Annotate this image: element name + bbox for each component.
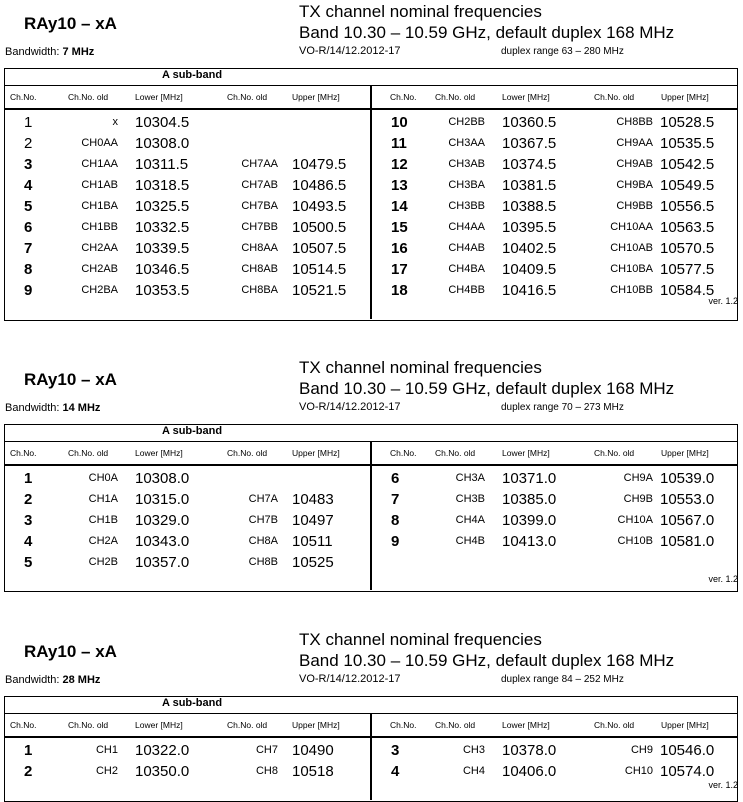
sub-band-label: A sub-band <box>162 69 223 81</box>
channel-number: 10 <box>391 114 408 131</box>
title-line-1: TX channel nominal frequencies <box>299 358 542 377</box>
upper-frequency: 10497 <box>292 512 334 529</box>
old-channel-upper: CH9BB <box>616 200 653 212</box>
table-row <box>4 112 738 133</box>
header-upper-right: Upper [MHz] <box>661 720 709 730</box>
channel-number: 11 <box>391 135 407 152</box>
header-ch-old-lower-right: Ch.No. old <box>435 720 476 730</box>
table-row <box>4 489 738 510</box>
upper-frequency: 10556.5 <box>660 198 715 215</box>
old-channel-upper: CH9BA <box>616 179 653 191</box>
upper-frequency: 10546.0 <box>660 742 715 759</box>
lower-frequency: 10325.5 <box>135 198 190 215</box>
header-ch-no-left: Ch.No. <box>10 92 37 102</box>
lower-frequency: 10406.0 <box>502 763 557 780</box>
bandwidth-label: Bandwidth: <box>5 674 60 686</box>
header-ch-old-lower-left: Ch.No. old <box>68 720 109 730</box>
channel-number: 7 <box>391 491 400 508</box>
table-row <box>4 133 738 154</box>
old-channel-upper: CH8A <box>248 535 278 547</box>
old-channel-lower: CH1 <box>95 744 118 756</box>
old-channel-upper: CH7AA <box>241 158 278 170</box>
bandwidth-value: 14 MHz <box>62 402 101 414</box>
upper-frequency: 10553.0 <box>660 491 715 508</box>
lower-frequency: 10332.5 <box>135 219 190 236</box>
title-line-2: Band 10.30 – 10.59 GHz, default duplex 168 MHz <box>299 23 675 42</box>
upper-frequency: 10518 <box>292 763 334 780</box>
header-upper-left: Upper [MHz] <box>292 92 340 102</box>
channel-number: 4 <box>24 533 33 550</box>
channel-number: 9 <box>24 282 33 299</box>
old-channel-upper: CH8 <box>255 765 278 777</box>
header-lower-right: Lower [MHz] <box>502 92 550 102</box>
channel-number: 14 <box>391 198 408 215</box>
sub-band-label: A sub-band <box>162 425 223 437</box>
old-channel-upper: CH8AB <box>241 263 278 275</box>
upper-frequency: 10511 <box>292 533 333 550</box>
model-name: RAy10 – xA <box>24 370 117 389</box>
header-ch-old-lower-right: Ch.No. old <box>435 448 476 458</box>
old-channel-upper: CH7BB <box>241 221 278 233</box>
old-channel-lower: CH0A <box>88 472 118 484</box>
title-line-2: Band 10.30 – 10.59 GHz, default duplex 168 MHz <box>299 379 675 398</box>
header-ch-old-lower-left: Ch.No. old <box>68 448 109 458</box>
header-ch-old-lower-left: Ch.No. old <box>68 92 109 102</box>
lower-frequency: 10318.5 <box>135 177 190 194</box>
title-line-1: TX channel nominal frequencies <box>299 630 542 649</box>
channel-number: 13 <box>391 177 408 194</box>
header-ch-old-upper-left: Ch.No. old <box>227 448 268 458</box>
old-channel-lower: CH1BB <box>81 221 118 233</box>
channel-number: 7 <box>24 240 33 257</box>
channel-number: 8 <box>24 261 33 278</box>
old-channel-lower: CH3AB <box>448 158 485 170</box>
lower-frequency: 10353.5 <box>135 282 190 299</box>
channel-number: 16 <box>391 240 408 257</box>
old-channel-upper: CH9AB <box>616 158 653 170</box>
upper-frequency: 10584.5 <box>660 282 715 299</box>
lower-frequency: 10329.0 <box>135 512 190 529</box>
bandwidth <box>5 46 94 58</box>
table-row <box>4 154 738 175</box>
channel-number: 1 <box>24 114 33 131</box>
old-channel-upper: CH8BB <box>616 116 653 128</box>
upper-frequency: 10542.5 <box>660 156 715 173</box>
lower-frequency: 10304.5 <box>135 114 190 131</box>
channel-number: 18 <box>391 282 408 299</box>
lower-frequency: 10311.5 <box>135 156 189 173</box>
upper-frequency: 10539.0 <box>660 470 715 487</box>
old-channel-upper: CH7 <box>255 744 278 756</box>
header-lower-left: Lower [MHz] <box>135 448 183 458</box>
old-channel-lower: CH2 <box>95 765 118 777</box>
table-row <box>4 552 738 573</box>
model-name: RAy10 – xA <box>24 642 117 661</box>
header-ch-old-upper-left: Ch.No. old <box>227 92 268 102</box>
old-channel-upper: CH7A <box>248 493 278 505</box>
old-channel-lower: CH3BB <box>448 200 485 212</box>
header-ch-old-lower-right: Ch.No. old <box>435 92 476 102</box>
lower-frequency: 10308.0 <box>135 135 190 152</box>
old-channel-lower: CH1B <box>88 514 118 526</box>
lower-frequency: 10399.0 <box>502 512 557 529</box>
upper-frequency: 10581.0 <box>660 533 715 550</box>
table-row <box>4 468 738 489</box>
old-channel-upper: CH7B <box>248 514 278 526</box>
header-ch-no-left: Ch.No. <box>10 720 37 730</box>
upper-frequency: 10570.5 <box>660 240 715 257</box>
lower-frequency: 10371.0 <box>502 470 557 487</box>
old-channel-upper: CH10 <box>624 765 653 777</box>
channel-number: 2 <box>24 491 33 508</box>
upper-frequency: 10549.5 <box>660 177 715 194</box>
header-ch-no-left: Ch.No. <box>10 448 37 458</box>
old-channel-lower: CH3B <box>455 493 485 505</box>
lower-frequency: 10315.0 <box>135 491 190 508</box>
lower-frequency: 10367.5 <box>502 135 557 152</box>
channel-number: 1 <box>24 470 33 487</box>
lower-frequency: 10360.5 <box>502 114 557 131</box>
sub-band-label: A sub-band <box>162 697 223 709</box>
old-channel-lower: CH1A <box>88 493 118 505</box>
old-channel-lower: CH4 <box>462 765 485 777</box>
header-upper-left: Upper [MHz] <box>292 720 340 730</box>
upper-frequency: 10479.5 <box>292 156 347 173</box>
bandwidth <box>5 674 100 686</box>
channel-number: 1 <box>24 742 33 759</box>
channel-number: 9 <box>391 533 400 550</box>
header-upper-left: Upper [MHz] <box>292 448 340 458</box>
title-line-1: TX channel nominal frequencies <box>299 2 542 21</box>
lower-frequency: 10322.0 <box>135 742 190 759</box>
channel-number: 8 <box>391 512 400 529</box>
title-line-2: Band 10.30 – 10.59 GHz, default duplex 168 MHz <box>299 651 675 670</box>
table-row <box>4 740 738 761</box>
old-channel-upper: CH10B <box>617 535 653 547</box>
upper-frequency: 10493.5 <box>292 198 347 215</box>
header-lower-right: Lower [MHz] <box>502 720 550 730</box>
channel-number: 15 <box>391 219 408 236</box>
table-row <box>4 510 738 531</box>
upper-frequency: 10535.5 <box>660 135 715 152</box>
upper-frequency: 10500.5 <box>292 219 347 236</box>
table-row <box>4 238 738 259</box>
lower-frequency: 10357.0 <box>135 554 190 571</box>
old-channel-lower: CH1AB <box>81 179 118 191</box>
header-ch-old-upper-right: Ch.No. old <box>594 448 635 458</box>
old-channel-lower: CH4B <box>455 535 485 547</box>
bandwidth-value: 7 MHz <box>62 46 95 58</box>
model-name: RAy10 – xA <box>24 14 117 33</box>
header-lower-left: Lower [MHz] <box>135 92 183 102</box>
old-channel-lower: CH4BA <box>448 263 485 275</box>
upper-frequency: 10490 <box>292 742 334 759</box>
old-channel-lower: CH3 <box>462 744 485 756</box>
channel-number: 2 <box>24 763 33 780</box>
lower-frequency: 10409.5 <box>502 261 557 278</box>
old-channel-upper: CH7BA <box>241 200 278 212</box>
channel-number: 3 <box>391 742 400 759</box>
lower-frequency: 10374.5 <box>502 156 557 173</box>
channel-number: 3 <box>24 156 33 173</box>
document-reference: VO-R/14/12.2012-17 <box>299 45 401 57</box>
old-channel-lower: CH4A <box>455 514 485 526</box>
old-channel-lower: CH2BB <box>448 116 485 128</box>
channel-number: 12 <box>391 156 408 173</box>
old-channel-lower: CH3A <box>455 472 485 484</box>
old-channel-upper: CH9A <box>623 472 653 484</box>
lower-frequency: 10343.0 <box>135 533 190 550</box>
table-row <box>4 531 738 552</box>
bandwidth-label: Bandwidth: <box>5 402 60 414</box>
old-channel-lower: CH2A <box>88 535 118 547</box>
old-channel-lower: CH2B <box>88 556 118 568</box>
old-channel-lower: CH4AB <box>448 242 485 254</box>
document-reference: VO-R/14/12.2012-17 <box>299 401 401 413</box>
version-label: ver. 1.2 <box>708 574 738 584</box>
lower-frequency: 10378.0 <box>502 742 557 759</box>
old-channel-upper: CH8B <box>248 556 278 568</box>
old-channel-upper: CH9AA <box>616 137 653 149</box>
old-channel-lower: CH3BA <box>448 179 485 191</box>
document-reference: VO-R/14/12.2012-17 <box>299 673 401 685</box>
upper-frequency: 10567.0 <box>660 512 715 529</box>
channel-number: 3 <box>24 512 33 529</box>
old-channel-lower: CH2BA <box>81 284 118 296</box>
old-channel-upper: CH9 <box>630 744 653 756</box>
upper-frequency: 10486.5 <box>292 177 347 194</box>
frequency-table-3 <box>4 631 738 792</box>
old-channel-lower: CH4AA <box>448 221 485 233</box>
header-ch-no-right: Ch.No. <box>390 720 417 730</box>
table-row <box>4 280 738 301</box>
old-channel-upper: CH10BA <box>610 263 653 275</box>
channel-number: 4 <box>24 177 33 194</box>
channel-number: 17 <box>391 261 408 278</box>
version-label: ver. 1.2 <box>708 296 738 306</box>
old-channel-lower: x <box>112 116 118 128</box>
header-upper-right: Upper [MHz] <box>661 92 709 102</box>
old-channel-upper: CH10BB <box>610 284 653 296</box>
bandwidth <box>5 402 100 414</box>
old-channel-upper: CH9B <box>623 493 653 505</box>
old-channel-lower: CH2AA <box>81 242 118 254</box>
lower-frequency: 10395.5 <box>502 219 557 236</box>
channel-number: 4 <box>391 763 400 780</box>
lower-frequency: 10346.5 <box>135 261 190 278</box>
header-ch-no-right: Ch.No. <box>390 92 417 102</box>
table-row <box>4 259 738 280</box>
duplex-range: duplex range 63 – 280 MHz <box>501 46 624 57</box>
old-channel-lower: CH0AA <box>81 137 118 149</box>
upper-frequency: 10525 <box>292 554 334 571</box>
old-channel-upper: CH7AB <box>241 179 278 191</box>
header-lower-left: Lower [MHz] <box>135 720 183 730</box>
channel-number: 5 <box>24 198 33 215</box>
lower-frequency: 10416.5 <box>502 282 557 299</box>
upper-frequency: 10521.5 <box>292 282 347 299</box>
table-row <box>4 761 738 782</box>
header-ch-old-upper-right: Ch.No. old <box>594 720 635 730</box>
old-channel-upper: CH8AA <box>241 242 278 254</box>
header-upper-right: Upper [MHz] <box>661 448 709 458</box>
old-channel-lower: CH3AA <box>448 137 485 149</box>
channel-number: 2 <box>24 135 33 152</box>
header-ch-old-upper-right: Ch.No. old <box>594 92 635 102</box>
table-row <box>4 217 738 238</box>
upper-frequency: 10507.5 <box>292 240 347 257</box>
lower-frequency: 10308.0 <box>135 470 190 487</box>
table-row <box>4 175 738 196</box>
header-ch-old-upper-left: Ch.No. old <box>227 720 268 730</box>
lower-frequency: 10385.0 <box>502 491 557 508</box>
header-lower-right: Lower [MHz] <box>502 448 550 458</box>
upper-frequency: 10483 <box>292 491 334 508</box>
upper-frequency: 10514.5 <box>292 261 347 278</box>
upper-frequency: 10563.5 <box>660 219 715 236</box>
upper-frequency: 10574.0 <box>660 763 715 780</box>
duplex-range: duplex range 70 – 273 MHz <box>501 402 624 413</box>
frequency-table-1 <box>4 3 738 308</box>
old-channel-lower: CH1AA <box>81 158 118 170</box>
bandwidth-value: 28 MHz <box>62 674 101 686</box>
lower-frequency: 10350.0 <box>135 763 190 780</box>
lower-frequency: 10402.5 <box>502 240 557 257</box>
channel-number: 6 <box>24 219 33 236</box>
lower-frequency: 10388.5 <box>502 198 557 215</box>
bandwidth-label: Bandwidth: <box>5 46 60 58</box>
lower-frequency: 10413.0 <box>502 533 557 550</box>
version-label: ver. 1.2 <box>708 780 738 790</box>
channel-number: 6 <box>391 470 400 487</box>
old-channel-upper: CH10A <box>617 514 653 526</box>
lower-frequency: 10381.5 <box>502 177 557 194</box>
frequency-table-2 <box>4 359 738 586</box>
channel-number: 5 <box>24 554 33 571</box>
duplex-range: duplex range 84 – 252 MHz <box>501 674 624 685</box>
header-ch-no-right: Ch.No. <box>390 448 417 458</box>
upper-frequency: 10528.5 <box>660 114 715 131</box>
upper-frequency: 10577.5 <box>660 261 715 278</box>
old-channel-upper: CH10AB <box>610 242 653 254</box>
old-channel-upper: CH10AA <box>610 221 653 233</box>
old-channel-lower: CH2AB <box>81 263 118 275</box>
table-row <box>4 196 738 217</box>
old-channel-lower: CH1BA <box>81 200 118 212</box>
old-channel-lower: CH4BB <box>448 284 485 296</box>
lower-frequency: 10339.5 <box>135 240 190 257</box>
old-channel-upper: CH8BA <box>241 284 278 296</box>
